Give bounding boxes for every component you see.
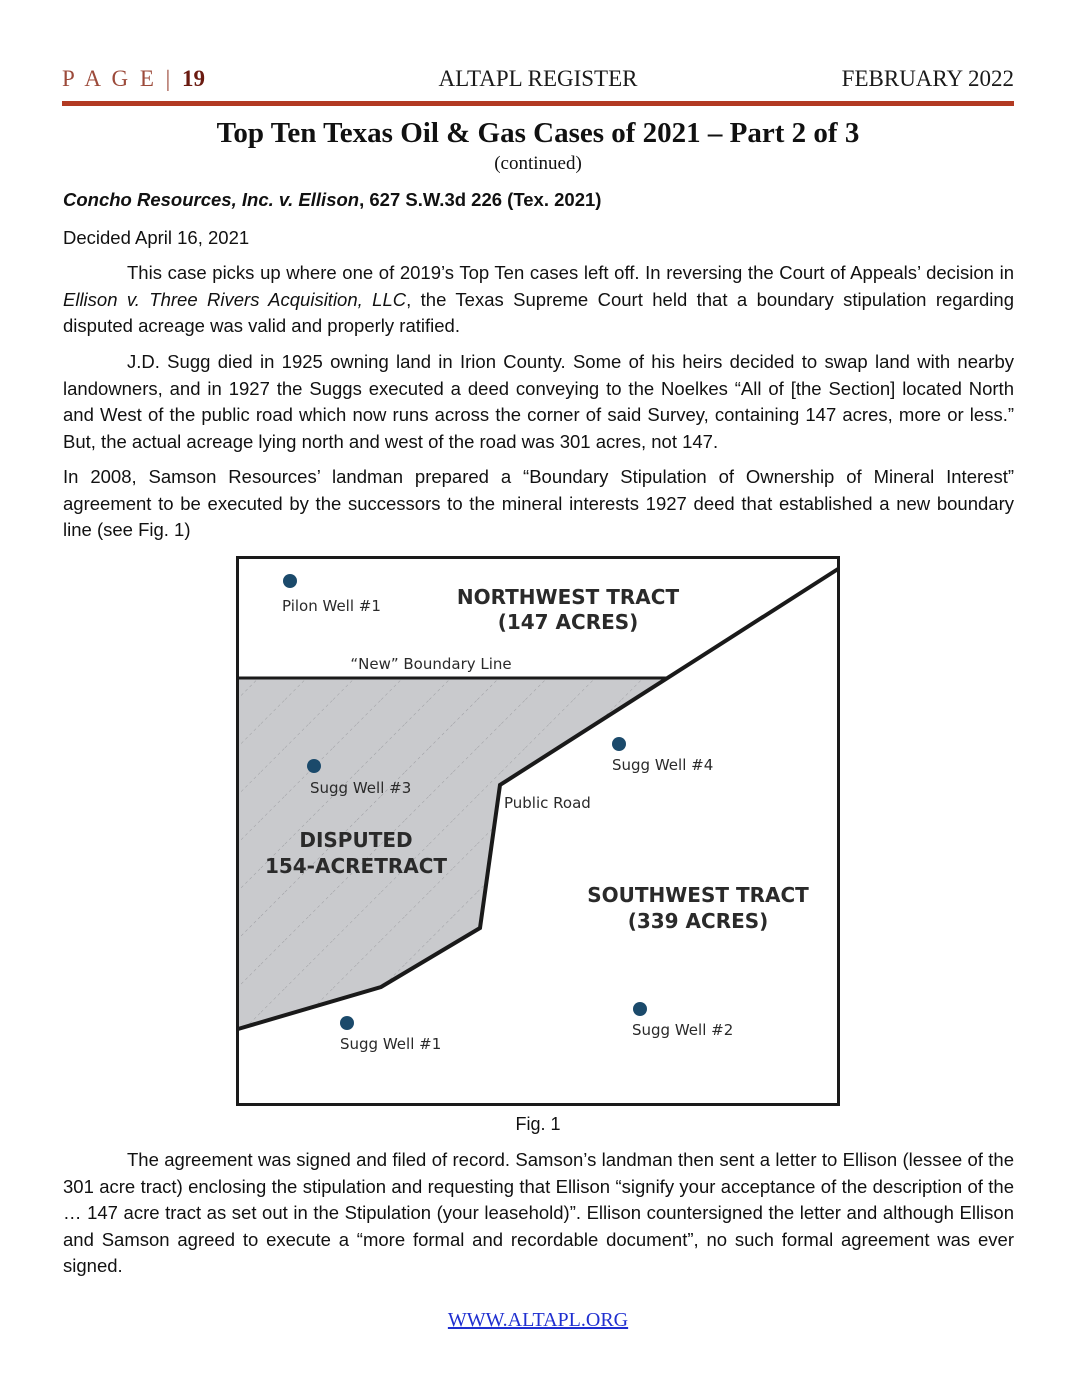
boundary-map xyxy=(236,556,840,1106)
publication-name: ALTAPL REGISTER xyxy=(438,66,638,91)
header-rule xyxy=(62,101,1014,106)
disputed-tract-acres: 154-ACRETRACT xyxy=(264,854,448,878)
page-header xyxy=(62,62,1014,100)
paragraph-1: This case picks up where one of 2019’s Top Ten cases left off. In reversing the Court of Appeals’ decision in Ellison v. Three Rivers Acquisition, LLC, the Texas Supreme Court held that a boundary stipulation regarding disputed acreage was valid and properly ratified. xyxy=(63,262,1014,336)
paragraph-4: The agreement was signed and filed of record. Samson’s landman then sent a letter to Ellison (lessee of the 301 acre tract) enclosing the stipulation and requesting that Ellison “signify your acceptance of the description of the … 147 acre tract as set out in the Stipulation (your leasehold)”. Ellison countersigned the letter and although Ellison and Samson agreed to execute a “more formal and recordable document”, no such formal agreement was ever signed. xyxy=(63,1149,1014,1276)
sugg-well-1-marker xyxy=(340,1016,354,1030)
article-title: Top Ten Texas Oil & Gas Cases of 2021 – Part 2 of 3 xyxy=(216,117,860,149)
boundary-map-figure xyxy=(236,556,840,1106)
sugg-well-3-label: Sugg Well #3 xyxy=(310,779,412,797)
case-citation: , 627 S.W.3d 226 (Tex. 2021) xyxy=(359,189,602,210)
disputed-tract-label: DISPUTED xyxy=(299,828,413,852)
paragraph-2: J.D. Sugg died in 1925 owning land in Irion County. Some of his heirs decided to swap land with nearby landowners, and in 1927 the Suggs executed a deed conveying to the Noelkes “All of [the Section] located North and West of the public road which now runs across the corner of said Survey, containing 147 acres, more or less.” But, the actual acreage lying north and west of the road was 301 acres, not 147. xyxy=(63,351,1014,452)
case-heading xyxy=(63,187,1014,214)
northwest-tract-acres: (147 ACRES) xyxy=(497,610,639,634)
article-subtitle: (continued) xyxy=(494,153,582,174)
pilon-well-1-marker xyxy=(283,574,297,588)
public-road-label: Public Road xyxy=(504,794,591,812)
sugg-well-2-label: Sugg Well #2 xyxy=(632,1021,734,1039)
issue-date: FEBRUARY 2022 xyxy=(841,66,1014,91)
sugg-well-4-marker xyxy=(612,737,626,751)
southwest-tract-label: SOUTHWEST TRACT xyxy=(587,883,809,907)
sugg-well-3-marker xyxy=(307,759,321,773)
boundary-line-label: “New” Boundary Line xyxy=(350,655,512,673)
page-footer xyxy=(62,1309,1014,1332)
southwest-tract-acres: (339 ACRES) xyxy=(627,909,769,933)
page-number-label: P A G E | 19 xyxy=(62,66,206,91)
case-name: Concho Resources, Inc. v. Ellison xyxy=(63,189,360,210)
page-number: 19 xyxy=(182,66,206,91)
northwest-tract-label: NORTHWEST TRACT xyxy=(456,585,680,609)
figure-caption: Fig. 1 xyxy=(515,1114,561,1134)
sugg-well-4-label: Sugg Well #4 xyxy=(612,756,714,774)
website-link[interactable]: WWW.ALTAPL.ORG xyxy=(447,1309,629,1331)
sugg-well-1-label: Sugg Well #1 xyxy=(340,1035,442,1053)
paragraph-3: In 2008, Samson Resources’ landman prepared a “Boundary Stipulation of Ownership of Mineral Interest” agreement to be executed by the successors to the mineral interests 1927 deed that established a new boundary line (see Fig. 1) xyxy=(63,466,1014,540)
pilon-well-1-label: Pilon Well #1 xyxy=(282,597,381,615)
cited-case: Ellison v. Three Rivers Acquisition, LLC xyxy=(63,288,407,310)
decided-date: Decided April 16, 2021 xyxy=(63,227,250,248)
sugg-well-2-marker xyxy=(633,1002,647,1016)
